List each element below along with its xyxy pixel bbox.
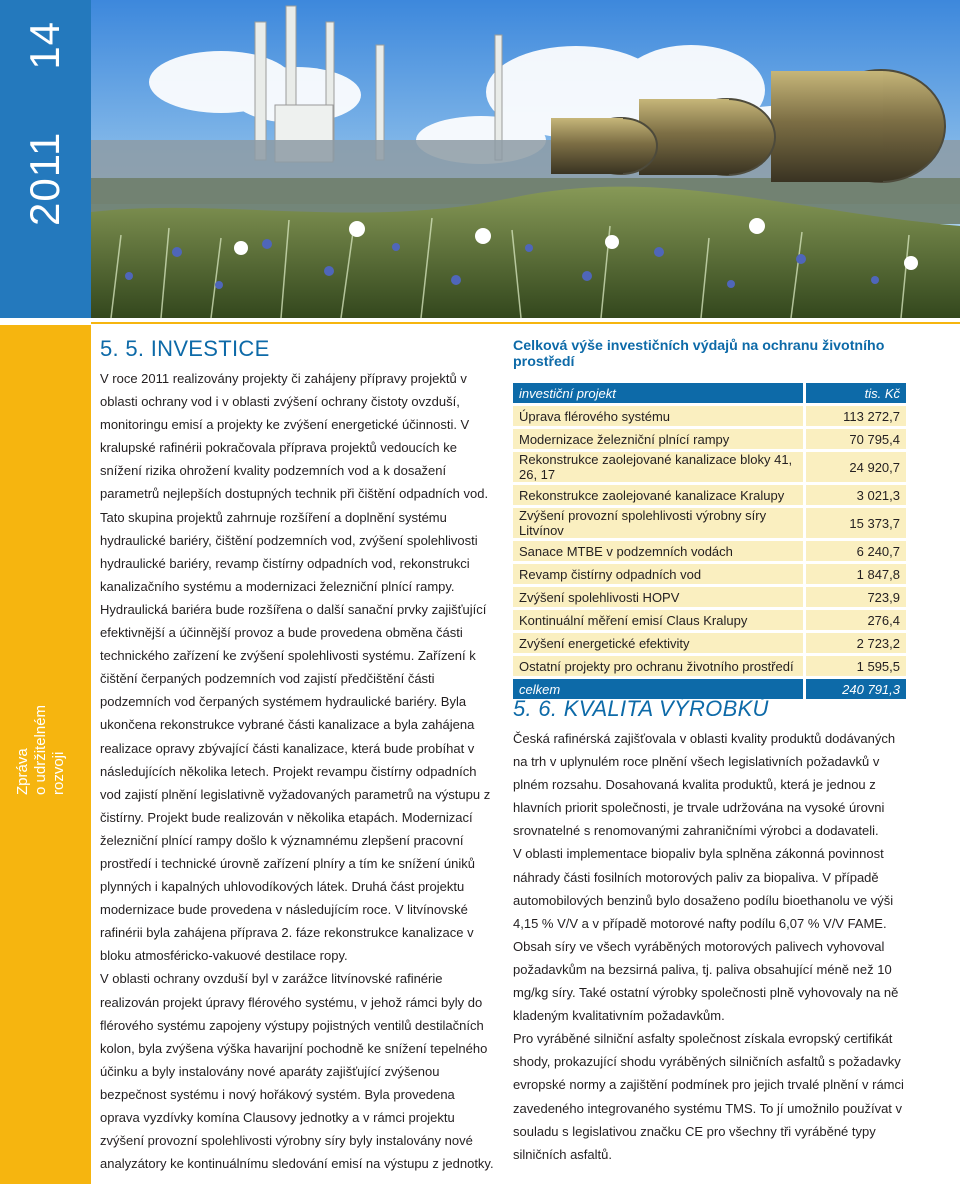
amount-cell: 2 723,2: [803, 633, 906, 653]
project-cell: Úprava flérového systému: [513, 406, 803, 426]
investment-table: [513, 380, 906, 702]
project-cell: Zvýšení spolehlivosti HOPV: [513, 587, 803, 607]
sidebar-blue-band: [0, 0, 91, 318]
amount-cell: 6 240,7: [803, 541, 906, 561]
project-cell: Rekonstrukce zaolejované kanalizace Kralupy: [513, 485, 803, 505]
project-cell: Sanace MTBE v podzemních vodách: [513, 541, 803, 561]
orange-separator: [91, 322, 960, 324]
amount-cell: 70 795,4: [803, 429, 906, 449]
table-row: [513, 610, 906, 630]
project-cell: Rekonstrukce zaolejované kanalizace bloky 41, 26, 17: [513, 452, 803, 482]
investment-heading: 5. 5. INVESTICE: [100, 336, 270, 361]
amount-cell: 3 021,3: [803, 485, 906, 505]
refinery-photo: [91, 0, 960, 318]
investment-table-section: [513, 338, 906, 702]
table-row: [513, 633, 906, 653]
project-cell: Kontinuální měření emisí Claus Kralupy: [513, 610, 803, 630]
table-row: [513, 508, 906, 538]
investment-paragraph: V roce 2011 realizovány projekty či zahájeny přípravy projektů v oblasti ochrany vod i v oblasti zvýšení ochrany čistoty ovzduší, monitoringu emisí a projekty ke zvýšení energetické účinnosti. V kralupské rafinérii pokračovala příprava projektů vedoucích ke snížení rizika ohrožení kvality podzemních vod a k dosažení parametrů nejlepších dostupných technik při čištění odpadních vod. Tato skupina projektů zahrnuje rozšíření a doplnění systému hydraulické bariéry, čištění podzemních vod, zvýšení spolehlivosti hydraulické bariéry, revamp čistírny odpadních vod, rekonstrukci kanalizačního systému a modernizaci železniční plnící rampy. Hydraulická bariéra bude rozšířena o další sanační prvky zajišťující efektivnější a účinnější provoz a bude provedena obměna části technického zařízení ke zvýšení spolehlivosti systému. Zařízení k čištění čerpaných podzemních vod zajistí předčištění části podzemních vod čerpaných systémem hydraulické bariéry. Byla ukončena rekonstrukce vybrané části kanalizace a byla zahájena realizace opravy zbývající části kanalizace, která bude probíhat v následujících několika letech. Projekt revampu čistírny odpadních vod zajistí plnění legislativně vyžadovaných parametrů na výstupu z čistírny. Projekt bude realizován v několika etapách. Modernizací železniční plnící rampy došlo k významnému zlepšení pracovní prostředí i technické úrovně zařízení plníry a tím ke snížení úniků plynných i kapalných uhlovodíkových látek. Druhá část projektu modernizace bude provedena v následujícím roce. V litvínovské rafinérii byla zahájena příprava 2. fáze rekonstrukce kanalizace v bloku atmosféricko-vakuové destilace ropy.: [100, 371, 491, 964]
report-title-line: o udržitelném: [32, 704, 49, 795]
table-row: [513, 564, 906, 584]
amount-cell: 15 373,7: [803, 508, 906, 538]
quality-paragraph: Pro vyráběné silniční asfalty společnost získala evropský certifikát shody, prokazující shodu vyráběných silničních asfaltů s požadavky evropské normy a zajištění podmínek pro jejich trvalé plnění v rámci zavedeného integrovaného systému TMS. To jí umožnilo používat v souladu s legislativou značku CE pro všechny tři vyráběné typy silničních asfaltů.: [513, 1031, 904, 1162]
total-label: celkem: [513, 679, 803, 699]
table-title: Celková výše investičních výdajů na ochranu životního prostředí: [513, 338, 885, 370]
amount-cell: 1 595,5: [803, 656, 906, 676]
sidebar-orange-band: [0, 325, 91, 1184]
sidebar-year-page: [21, 0, 69, 226]
project-cell: Ostatní projekty pro ochranu životního prostředí: [513, 656, 803, 676]
amount-cell: 113 272,7: [803, 406, 906, 426]
amount-cell: 723,9: [803, 587, 906, 607]
table-header-project: investiční projekt: [513, 383, 803, 403]
amount-cell: 276,4: [803, 610, 906, 630]
table-header-row: [513, 383, 906, 403]
table-header-value: tis. Kč: [803, 383, 906, 403]
sidebar: [0, 0, 91, 1184]
amount-cell: 1 847,8: [803, 564, 906, 584]
table-row: [513, 587, 906, 607]
table-row: [513, 452, 906, 482]
quality-paragraph: Obsah síry ve všech vyráběných motorových palivech vyhovoval požadavkům na bezsirná paliva, tj. paliva obsahující méně než 10 mg/kg síry. Také ostatní výrobky společnosti plně vyhovovaly na ně kladeným kvalitativním požadavkům.: [513, 938, 899, 1024]
table-row: [513, 429, 906, 449]
page-number: 14: [21, 20, 68, 70]
table-row: [513, 485, 906, 505]
refinery-photo-illustration: [91, 0, 960, 318]
report-title-line: Zpráva: [14, 748, 31, 795]
table-row: [513, 656, 906, 676]
report-title-line: rozvoji: [50, 751, 67, 795]
year: 2011: [21, 131, 68, 226]
amount-cell: 24 920,7: [803, 452, 906, 482]
quality-paragraph: Česká rafinérská zajišťovala v oblasti kvality produktů dodávaných na trh v uplynulém roce plnění všech legislativních požadavků v plném rozsahu. Dosahovaná kvalita produktů, která je jednou z hlavních priorit společnosti, je trvale udržována na vysoké úrovni srovnatelné s renomovanými zahraničními výrobci a dodavateli.: [513, 731, 896, 839]
project-cell: Modernizace železniční plnící rampy: [513, 429, 803, 449]
quality-paragraph: V oblasti implementace biopaliv byla splněna zákonná povinnost náhrady části fosilních motorových paliv za biopaliva. V případě automobilových benzinů bylo dosaženo podílu bioethanolu ve výši 4,15 % V/V a v případě motorové nafty podílu 6,07 % V/V FAME.: [513, 846, 894, 931]
table-row: [513, 406, 906, 426]
project-cell: Revamp čistírny odpadních vod: [513, 564, 803, 584]
project-cell: Zvýšení provozní spolehlivosti výrobny síry Litvínov: [513, 508, 803, 538]
table-row: [513, 541, 906, 561]
project-cell: Zvýšení energetické efektivity: [513, 633, 803, 653]
quality-heading: 5. 6. KVALITA VÝROBKŮ: [513, 696, 769, 721]
quality-section: [513, 696, 907, 1166]
report-title: [14, 645, 68, 795]
investment-section: [100, 336, 494, 1175]
total-value: 240 791,3: [803, 679, 906, 699]
investment-paragraph: V oblasti ochrany ovzduší byl v zarážce litvínovské rafinérie realizován projekt úpravy flérového systému, v jehož rámci byly do flérového systému zapojeny výstupy pojistných ventilů destilačních kolon, byla zvýšena výška havarijní pochodně ke snížení tepelného účinku a byly instalovány nové aparáty zajišťující zvýšenou bezpečnost systému i nový hořákový systém. Byla provedena oprava vyzdívky komína Clausovy jednotky a v rámci projektu zvýšení provozní spolehlivosti výrobny síry byly instalovány nové analyzátory ke kontinuálnímu sledování emisí na výstupu z jednotky.: [100, 971, 494, 1172]
